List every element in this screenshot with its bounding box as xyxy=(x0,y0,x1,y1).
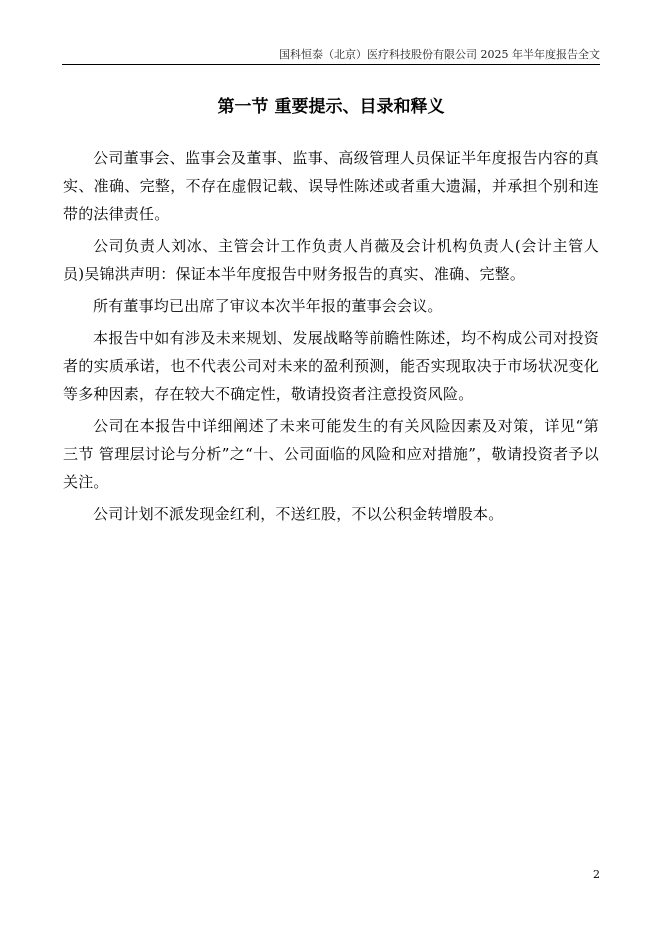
paragraph-forward-looking: 本报告中如有涉及未来规划、发展战略等前瞻性陈述，均不构成公司对投资者的实质承诺，也不代表公司对未来的盈利预测，能否实现取决于市场状况变化等多种因素，存在较大不确定性，敬请投资者注意投资风险。 xyxy=(63,329,599,403)
running-header: 国科恒泰（北京）医疗科技股份有限公司 2025 年半年度报告全文 xyxy=(279,48,600,61)
paragraph-board-attendance: 所有董事均已出席了审议本次半年报的董事会会议。 xyxy=(93,297,443,315)
header-divider xyxy=(62,64,600,65)
body-text xyxy=(63,144,599,532)
paragraph-responsible-persons: 公司负责人刘冰、主管会计工作负责人肖薇及会计机构负责人(会计主管人员)吴锦洪声明：保证本半年度报告中财务报告的真实、准确、完整。 xyxy=(63,237,599,283)
page-number: 2 xyxy=(593,868,600,881)
paragraph-dividend-plan: 公司计划不派发现金红利，不送红股，不以公积金转增股本。 xyxy=(93,505,504,523)
paragraph-risk-factors: 公司在本报告中详细阐述了未来可能发生的有关风险因素及对策，详见“第三节 管理层讨论与分析”之“十、公司面临的风险和应对措施”，敬请投资者予以关注。 xyxy=(63,417,599,491)
paragraph-board-guarantee: 公司董事会、监事会及董事、监事、高级管理人员保证半年度报告内容的真实、准确、完整，不存在虚假记载、误导性陈述或者重大遗漏，并承担个别和连带的法律责任。 xyxy=(63,149,599,223)
section-title: 第一节 重要提示、目录和释义 xyxy=(217,97,445,117)
